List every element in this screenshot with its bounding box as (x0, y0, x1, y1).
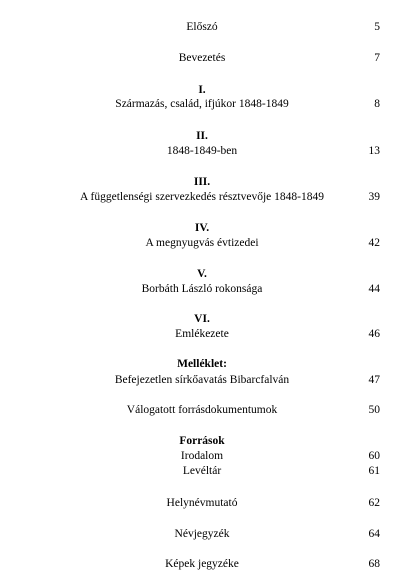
toc-entry-title: A megnyugvás évtizedei (145, 237, 259, 249)
toc-entry-title: A függetlenségi szervezkedés résztvevője 1848-1849 (80, 191, 324, 203)
toc-entry-chapter-3 (0, 190, 404, 204)
toc-entry-page: 39 (368, 191, 380, 203)
toc-entry-title: 1848-1849-ben (166, 145, 238, 157)
toc-entry-page: 47 (368, 374, 380, 386)
toc-entry-title: Névjegyzék (174, 528, 230, 540)
toc-entry-title: Levéltár (182, 465, 222, 477)
toc-entry-page: 7 (374, 52, 380, 64)
toc-chapter-number: II. (196, 130, 208, 142)
toc-entry-chapter-6 (0, 327, 404, 341)
toc-entry-page: 44 (368, 283, 380, 295)
toc-entry-title: Befejezetlen sírkőavatás Bibarcfalván (114, 374, 290, 386)
toc-entry-name-index (0, 527, 404, 541)
toc-entry-chapter-4 (0, 236, 404, 250)
toc-entry-chapter-5 (0, 282, 404, 296)
toc-entry-page: 64 (368, 528, 380, 540)
toc-entry-appendix (0, 373, 404, 387)
toc-entry-title: Borbáth László rokonsága (141, 283, 263, 295)
toc-entry-title: Képek jegyzéke (165, 558, 239, 570)
toc-chapter-number: VI. (194, 313, 210, 325)
toc-entry-title: Származás, család, ifjúkor 1848-1849 (115, 98, 289, 110)
toc-entry-image-list (0, 557, 404, 571)
toc-entry-title: Válogatott forrásdokumentumok (126, 404, 278, 416)
toc-entry-title: Előszó (186, 21, 218, 33)
toc-chapter-number: III. (193, 176, 211, 188)
toc-chapter-number: V. (197, 268, 207, 280)
toc-entry-page: 5 (374, 21, 380, 33)
toc-entry-page: 68 (368, 558, 380, 570)
toc-entry-page: 8 (374, 98, 380, 110)
toc-entry-eloszo (0, 20, 404, 34)
toc-entry-page: 42 (368, 237, 380, 249)
toc-entry-irodalom (0, 449, 404, 463)
toc-entry-documents (0, 403, 404, 417)
toc-entry-page: 50 (368, 404, 380, 416)
toc-entry-page: 13 (368, 145, 380, 157)
toc-entry-chapter-1 (0, 97, 404, 111)
toc-entry-page: 61 (368, 465, 380, 477)
toc-sources-heading: Források (179, 435, 225, 447)
toc-chapter-number: IV. (194, 222, 210, 234)
toc-entry-page: 62 (368, 497, 380, 509)
toc-entry-place-index (0, 496, 404, 510)
toc-appendix-heading: Melléklet: (177, 358, 227, 370)
toc-entry-bevezetes (0, 51, 404, 65)
toc-entry-chapter-2 (0, 144, 404, 158)
toc-entry-title: Bevezetés (178, 52, 226, 64)
toc-entry-title: Irodalom (180, 450, 224, 462)
toc-entry-leveltar (0, 464, 404, 478)
toc-entry-title: Helynévmutató (166, 497, 238, 509)
toc-entry-page: 46 (368, 328, 380, 340)
toc-entry-page: 60 (368, 450, 380, 462)
toc-entry-title: Emlékezete (175, 328, 229, 340)
toc-chapter-number: I. (198, 84, 206, 96)
